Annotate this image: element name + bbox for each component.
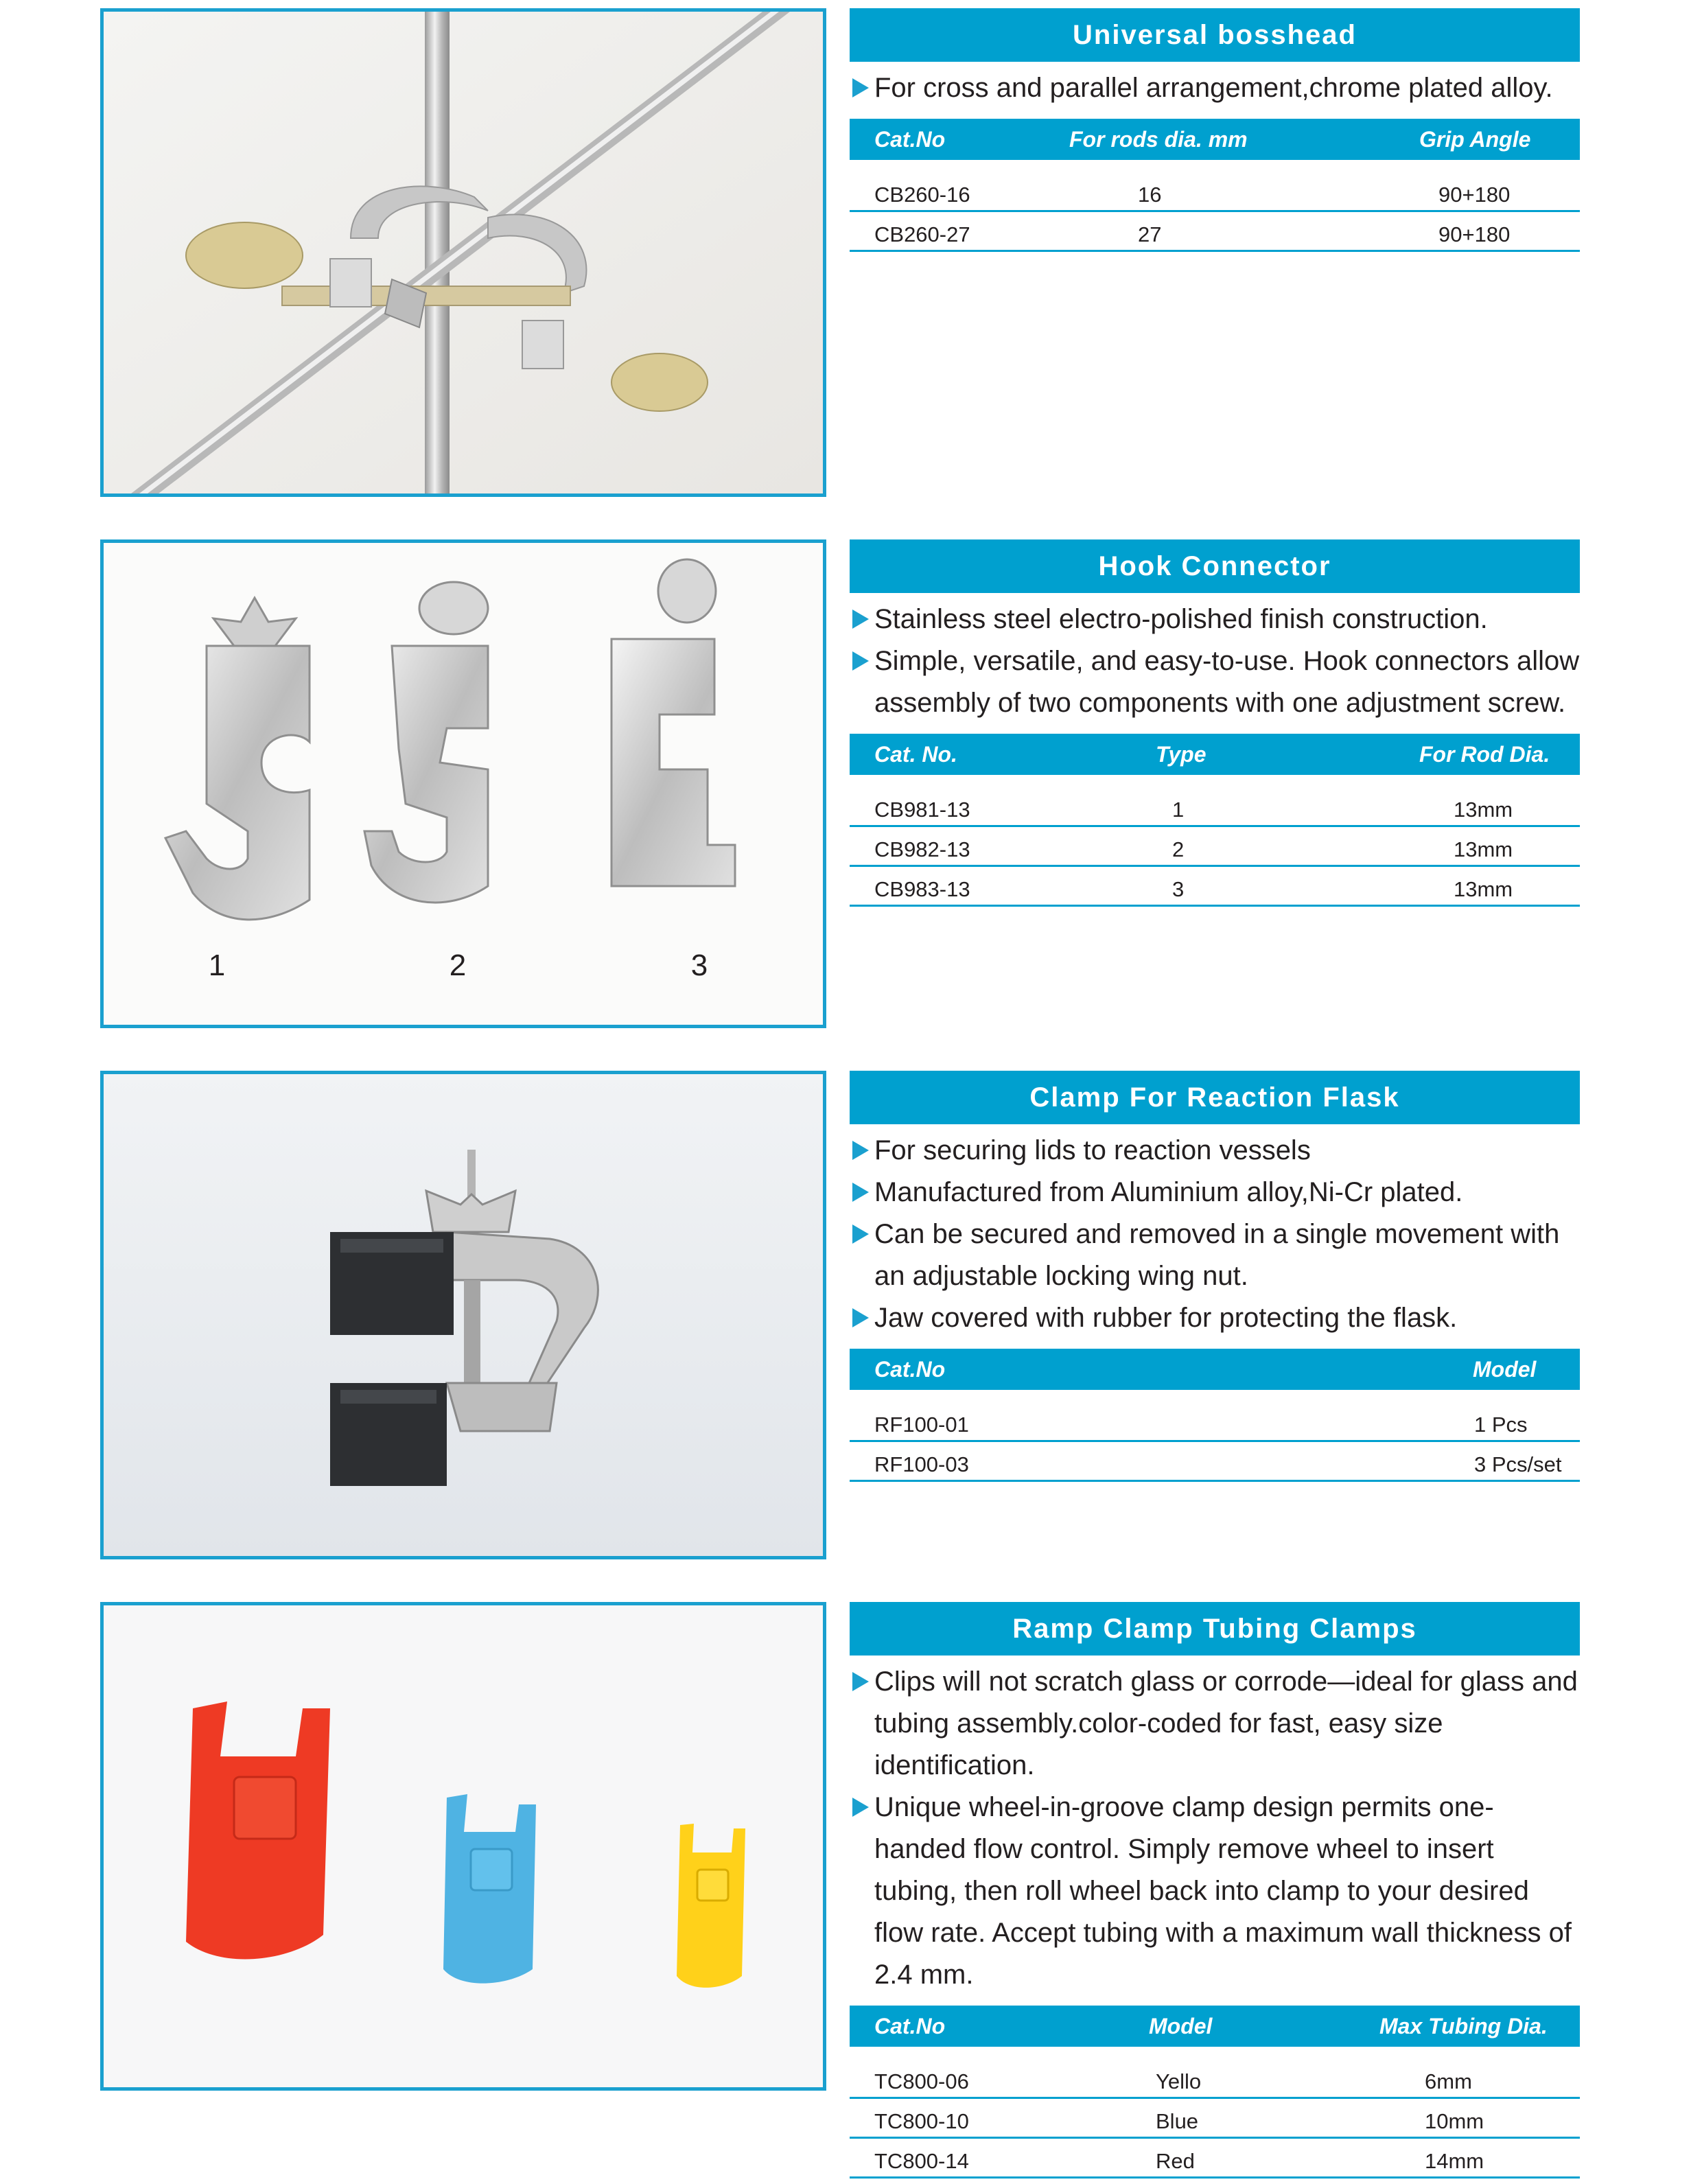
- cat-no-cell: TC800-14: [874, 2149, 969, 2173]
- bullet-point: Manufactured from Aluminium alloy,Ni-Cr plated.: [850, 1172, 1580, 1213]
- bullet-point: Jaw covered with rubber for protecting the flask.: [850, 1297, 1580, 1339]
- table-row: [850, 1442, 1580, 1482]
- model-cell: Yello: [1156, 2069, 1202, 2093]
- bullet-point: Unique wheel-in-groove clamp design permits one-handed flow control. Simply remove wheel to insert tubing, then roll wheel back into clamp to your desired flow rate. Accept tubing with a maximum wall thickness of 2.4 mm.: [850, 1787, 1580, 1996]
- tubing-dia-cell: 10mm: [1425, 2109, 1484, 2133]
- table-row: [850, 2099, 1580, 2139]
- cat-no-cell: TC800-06: [874, 2069, 969, 2093]
- tubing-clamps-bullets: [850, 1661, 1580, 1996]
- table-row: [850, 827, 1580, 867]
- table-row: [850, 172, 1580, 212]
- grip-angle-cell: 90+180: [1438, 183, 1511, 207]
- column-header: Type: [1156, 742, 1206, 767]
- column-header: Model: [1149, 2014, 1213, 2038]
- column-header: For rods dia. mm: [1069, 127, 1248, 152]
- cat-no-cell: CB260-16: [874, 183, 970, 207]
- cat-no-cell: CB981-13: [874, 798, 970, 822]
- rod-dia-cell: 13mm: [1454, 798, 1513, 822]
- rod-dia-cell: 13mm: [1454, 837, 1513, 861]
- reaction-flask-clamp-photo: [100, 1071, 826, 1559]
- column-header: For Rod Dia.: [1419, 742, 1550, 767]
- model-cell: Blue: [1156, 2109, 1199, 2133]
- table-row: [850, 787, 1580, 827]
- reaction-flask-clamp-illustration: [104, 1074, 823, 1556]
- bosshead-bullets: [850, 67, 1580, 109]
- reaction-flask-clamp-info: [850, 1071, 1580, 1482]
- bosshead-photo: [100, 8, 826, 497]
- hook-connector-table-header: [850, 734, 1580, 775]
- bullet-point: Simple, versatile, and easy-to-use. Hook connectors allow assembly of two components with one adjustment screw.: [850, 640, 1580, 724]
- model-cell: Red: [1156, 2149, 1195, 2173]
- column-header: Max Tubing Dia.: [1379, 2014, 1548, 2038]
- table-row: [850, 2139, 1580, 2179]
- bosshead-table-header: [850, 119, 1580, 160]
- model-cell: 3 Pcs/set: [1474, 1452, 1562, 1476]
- cat-no-cell: CB260-27: [874, 222, 970, 246]
- table-row: [850, 867, 1580, 907]
- tubing-clamps-info: [850, 1602, 1580, 2179]
- bosshead-info: [850, 8, 1580, 252]
- bullet-point: Can be secured and removed in a single movement with an adjustable locking wing nut.: [850, 1213, 1580, 1297]
- column-header: Cat.No: [874, 1357, 946, 1382]
- column-header: Cat.No: [874, 127, 946, 152]
- rod-dia-cell: 16: [1138, 183, 1162, 207]
- column-header: Model: [1473, 1357, 1537, 1382]
- reaction-flask-clamp-bullets: [850, 1130, 1580, 1339]
- table-row: [850, 212, 1580, 252]
- tubing-clamps-photo: [100, 1602, 826, 2091]
- tubing-clamps-title: Ramp Clamp Tubing Clamps: [850, 1602, 1580, 1656]
- tubing-dia-cell: 14mm: [1425, 2149, 1484, 2173]
- bullet-point: Clips will not scratch glass or corrode—ideal for glass and tubing assembly.color-coded for fast, easy size identification.: [850, 1661, 1580, 1787]
- grip-angle-cell: 90+180: [1438, 222, 1511, 246]
- cat-no-cell: CB983-13: [874, 877, 970, 901]
- photo-label-3: 3: [690, 949, 708, 982]
- table-row: [850, 1402, 1580, 1442]
- tubing-clamps-illustration: [104, 1605, 823, 2087]
- hook-connector-info: [850, 539, 1580, 907]
- bullet-point: For cross and parallel arrangement,chrome plated alloy.: [850, 67, 1580, 109]
- cat-no-cell: TC800-10: [874, 2109, 969, 2133]
- bosshead-illustration: [104, 12, 823, 493]
- table-row: [850, 2059, 1580, 2099]
- rod-dia-cell: 27: [1138, 222, 1162, 246]
- photo-label-1: 1: [208, 949, 226, 982]
- bullet-point: Stainless steel electro-polished finish construction.: [850, 599, 1580, 640]
- rod-dia-cell: 13mm: [1454, 877, 1513, 901]
- hook-connector-title: Hook Connector: [850, 539, 1580, 593]
- reaction-flask-clamp-table-header: [850, 1349, 1580, 1390]
- hook-connector-illustration: [104, 543, 823, 1025]
- bullet-point: For securing lids to reaction vessels: [850, 1130, 1580, 1172]
- type-cell: 2: [1172, 837, 1185, 861]
- column-header: Cat.No: [874, 2014, 946, 2038]
- cat-no-cell: CB982-13: [874, 837, 970, 861]
- cat-no-cell: RF100-01: [874, 1413, 969, 1437]
- type-cell: 1: [1172, 798, 1185, 822]
- cat-no-cell: RF100-03: [874, 1452, 969, 1476]
- type-cell: 3: [1172, 877, 1185, 901]
- model-cell: 1 Pcs: [1474, 1413, 1528, 1437]
- column-header: Grip Angle: [1419, 127, 1531, 152]
- bosshead-title: Universal bosshead: [850, 8, 1580, 62]
- photo-label-2: 2: [449, 949, 467, 982]
- tubing-clamps-table-header: [850, 2006, 1580, 2047]
- reaction-flask-clamp-title: Clamp For Reaction Flask: [850, 1071, 1580, 1124]
- tubing-dia-cell: 6mm: [1425, 2069, 1472, 2093]
- hook-connector-photo: [100, 539, 826, 1028]
- column-header: Cat. No.: [874, 742, 957, 767]
- hook-connector-bullets: [850, 599, 1580, 724]
